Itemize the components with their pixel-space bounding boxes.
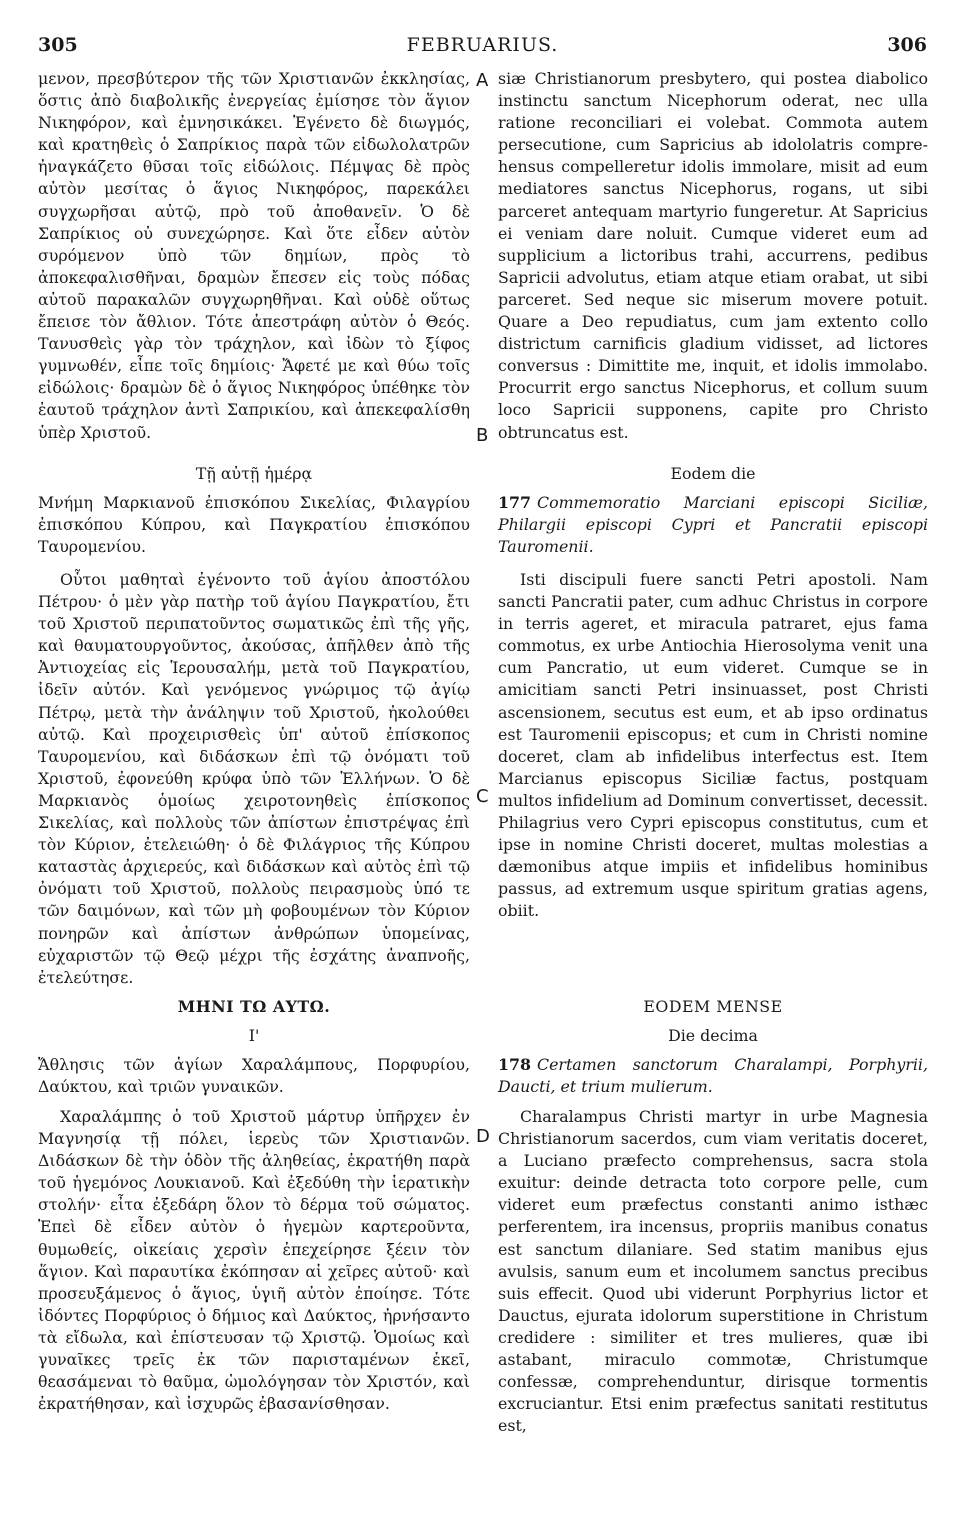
margin-marker-c: C [476,786,489,807]
greek-day-heading: Τῇ αὐτῇ ἡμέρᾳ [195,464,313,483]
page-number-left: 305 [38,34,78,56]
latin-commemoration [498,492,928,558]
latin-paragraph-3-wrap [498,1106,928,1437]
latin-day-heading-2: Die decima [668,1026,758,1045]
latin-paragraph-2: Isti discipuli fuere sancti Petri apostoli. Nam sancti Pancratii pater, cum adhuc Christus in corpore in terris ageret, et miracula patraret, ejus fama commotus, ex urbe Antiochia Hierosolyma venit una cum Pancratio, ut eum videret. Cumque se in amicitiam sancti Petri insinuasset, post Christi ascensionem, secutus est eum, et ab ipso ordinatus est Tauromenii episcopus; et cum in Christi nomine doceret, clam ab infidelibus interfectus est. Item Marcianus episcopus Siciliæ factus, postquam multos infidelium ad Dominum convertisset, decessit. Philagrius vero Cypri episcopus constitutus, cum et ipse in nomine Christi doceret, multas molestias a dæmonibus atque impiis et infidelibus hominibus passus, ad extremum usque spiritum gratias agens, obiit. [498,570,928,921]
latin-martyrdom-title: Certamen sanctorum Charalampi, Porphyrii, Daucti, et trium mulierum. [498,1055,928,1097]
page-header [0,34,965,62]
greek-martyrdom-title: Ἄθλησις τῶν ἁγίων Χαραλάμπους, Πορφυρίου, Δαύκτου, καὶ τριῶν γυναικῶν. [38,1055,470,1097]
greek-commemoration-title: Μνήμη Μαρκιανοῦ ἐπισκόπου Σικελίας, Φιλαγρίου ἐπισκόπου Κύπρου, καὶ Παγκρατίου ἐπισκόπου Ταυρομενίου. [38,493,470,557]
margin-marker-a: A [476,70,489,91]
greek-paragraph-2: Οὗτοι μαθηταὶ ἐγένοντο τοῦ ἁγίου ἀποστόλου Πέτρου· ὁ μὲν γὰρ πατὴρ τοῦ ἁγίου Παγκρατίου, ἔτι τοῦ Χριστοῦ περιπατοῦντος σωματικῶς ἐπὶ τῆς γῆς, καὶ θαυματουργοῦντος, ἀκούσας, ἀπῆλθεν ἀπὸ τῆς Ἀντιοχείας εἰς Ἱερουσαλήμ, μετὰ τοῦ Παγκρατίου, ἰδεῖν αὐτόν. Καὶ γενόμενος γνώριμος τῷ ἁγίῳ Πέτρῳ, μετὰ τὴν ἀνάληψιν τοῦ Χριστοῦ, ἠκολούθει αὐτῷ. Καὶ προχειρισθεὶς ὑπ' αὐτοῦ ἐπίσκοπος Ταυρομενίου, καὶ διδάσκων ἐπὶ τῷ ὀνόματι τοῦ Χριστοῦ, ἐφονεύθη κρύφα ὑπὸ τῶν Ἑλλήνων. Ὁ δὲ Μαρκιανὸς ὁμοίως χειροτονηθεὶς ἐπίσκοπος Σικελίας, καὶ πολλοὺς τῶν ἀπίστων ἐπιστρέψας ἐπὶ τὸν Κύριον, ἐτελειώθη· ὁ δὲ Φιλάγριος τῆς Κύπρου καταστὰς ἀρχιερεύς, καὶ διδάσκων καὶ αὐτὸς ἐπὶ τῷ ὀνόματι τοῦ Χριστοῦ, πολλοὺς πειρασμοὺς ὑπό τε τῶν δαιμόνων, καὶ τῶν μὴ φοβουμένων τὸν Κύριον πονηρῶν καὶ ἀπίστων ἀνθρώπων ὑπομείνας, εὐχαριστῶν τῷ Θεῷ μέχρι τῆς ἐσχάτης ἀναπνοῆς, ἐτελεύτησε. [38,570,470,987]
page-number-right: 306 [887,34,927,56]
margin-marker-b: B [476,425,489,446]
greek-paragraph-3-wrap [38,1106,470,1415]
latin-martyrdom [498,1054,928,1098]
entry-number-177: 177 [498,493,531,512]
greek-paragraph-1: μενον, πρεσβύτερον τῆς τῶν Χριστιανῶν ἐκκλησίας, ὅστις ἀπὸ διαβολικῆς ἐνεργείας ἐμίσησε τὸν ἅγιον Νικηφόρον, καὶ ἐμνησικάκει. Ἐγένετο δὲ διωγμός, καὶ κρατηθεὶς ὁ Σαπρίκιος παρὰ τῶν εἰδωλολατρῶν ἠναγκάζετο θῦσαι τοῖς εἰδώλοις. Πέμψας δὲ πρὸς αὐτὸν μεσίτας ὁ ἅγιος Νικηφόρος, παρεκάλει συγχωρῆσαι αὐτῷ, πρὸ τοῦ ἀποθανεῖν. Ὁ δὲ Σαπρίκιος οὐ συνεχώρησε. Καὶ ὅτε εἶδεν αὐτὸν συρόμενον ὑπὸ τῶν δημίων, πρὸς τὸ ἀποκεφαλισθῆναι, δραμὼν ἔπεσεν εἰς τοὺς πόδας αὐτοῦ παρακαλῶν συγχωρηθῆναι. Καὶ οὐδὲ οὕτως ἔπεισε τὸν ἄθλιον. Τότε ἀπεστράφη αὐτὸν ὁ Θεός. Τανυσθεὶς γὰρ τὸν τράχηλον, καὶ ἰδὼν τὸ ξίφος γυμνωθέν, εἶπε τοῖς δημίοις· Ἄφετέ με καὶ θύω τοῖς εἰδώλοις· δραμὼν δὲ ὁ ἅγιος Νικηφόρος ὑπέθηκε τὸν ἑαυτοῦ τράχηλον ἀντὶ Σαπρικίου, καὶ ἀπεκεφαλίσθη ὑπὲρ Χριστοῦ. [38,69,470,442]
latin-month-heading: EODEM MENSE [643,997,783,1016]
greek-paragraph-2-wrap [38,569,470,989]
latin-paragraph-3: Charalampus Christi martyr in urbe Magnesia Christianorum sacerdos, cum viam veritatis doceret, a Luciano præfecto comprehensus, sacra stola exuitur: deinde detracta toto corpore pelle, cum videret eum præfectus constanti animo isthæc perferentem, ira incensus, propriis manibus conatus est sanctum dilaniare. Sed statim manibus ejus avulsis, sanum eum et incolumem sanctus precibus suis effecit. Quod ubi viderunt Porphyrius lictor et Dauctus, ejurata idolorum superstitione in Christum credidere : similiter et tres mulieres, quæ ibi astabant, miraculo commotæ, Christumque confessæ, comprehenduntur, dirisque tormentis excruciantur. Etsi enim præfectus sanitati restitutus est, [498,1107,928,1436]
greek-day-numeral: Ι' [248,1026,260,1045]
greek-paragraph-3: Χαραλάμπης ὁ τοῦ Χριστοῦ μάρτυρ ὑπῆρχεν ἐν Μαγνησίᾳ τῇ πόλει, ἱερεὺς τῶν Χριστιανῶν. Διδάσκων δὲ τὴν ὁδὸν τῆς ἀληθείας, ἐκρατήθη παρὰ τοῦ ἡγεμόνος Λουκιανοῦ. Καὶ ἐξεδύθη τὴν ἱερατικὴν στολήν· εἶτα ἐξεδάρη ὅλον τὸ δέρμα τοῦ σώματος. Ἐπεὶ δὲ εἶδεν αὐτὸν ὁ ἡγεμὼν καρτεροῦντα, θυμωθείς, οἰκείαις χερσὶν ἐπεχείρησε ξέειν τὸν ἅγιον. Καὶ παραυτίκα ἐκόπησαν αἱ χεῖρες αὐτοῦ· καὶ προσευξάμενος ὁ ἅγιος, ὑγιῆ αὐτὸν ἐποίησε. Τότε ἰδόντες Πορφύριος ὁ δήμιος καὶ Δαύκτος, ἠρνήσαντο τὰ εἴδωλα, καὶ ἐπίστευσαν τῷ Χριστῷ. Ὁμοίως καὶ γυναῖκες τρεῖς ἐκ τῶν παρισταμένων ἐκεῖ, θεασάμεναι τὸ θαῦμα, ὡμολόγησαν τὸν Χριστόν, καὶ ἐκρατήθησαν, καὶ ἰσχυρῶς ἐβασανίσθησαν. [38,1107,470,1414]
latin-paragraph-1: siæ Christianorum presbytero, qui postea diabolico instinctu sanctum Nicephorum oderat, nec ulla ratione reconciliari ei volebat. Commota autem persecutione, cum Sapricius ab idololatris comprehensus compelleretur idolis immolare, misit ad eum mediatores sanctus Nicephorus, rogans, ut sibi parceret antequam martyrio fungeretur. At Sapricius ei veniam dare noluit. Cumque videret eum ad supplicium a lictoribus trahi, accurrens, pedibus Sapricii advolutus, etiam atque etiam orabat, ut sibi parceret. Sed neque sic miserum movere potuit. Quare a Deo repudiatus, cum jam extento collo districtum carnificis gladium vidisset, ad lictores conversus : Dimittite me, inquit, et idolis immolabo. Procurrit ergo sanctus Nicephorus, et collum suum loco Sapricii supponens, capite pro Christo obtruncatus est. [498,69,928,442]
latin-commemoration-title: Commemoratio Marciani episcopi Siciliæ, Philargii episcopi Cypri et Pancratii episcopi Tauromenii. [498,493,928,557]
greek-column [38,68,470,444]
margin-marker-d: D [476,1126,490,1147]
latin-day-heading: Eodem die [670,464,756,483]
greek-month-heading: ΜΗΝΙ ΤΩ ΑΥΤΩ. [177,997,331,1016]
latin-column [498,68,928,444]
running-title: FEBRUARIUS. [406,34,559,56]
entry-number-178: 178 [498,1055,531,1074]
latin-paragraph-2-wrap [498,569,928,923]
